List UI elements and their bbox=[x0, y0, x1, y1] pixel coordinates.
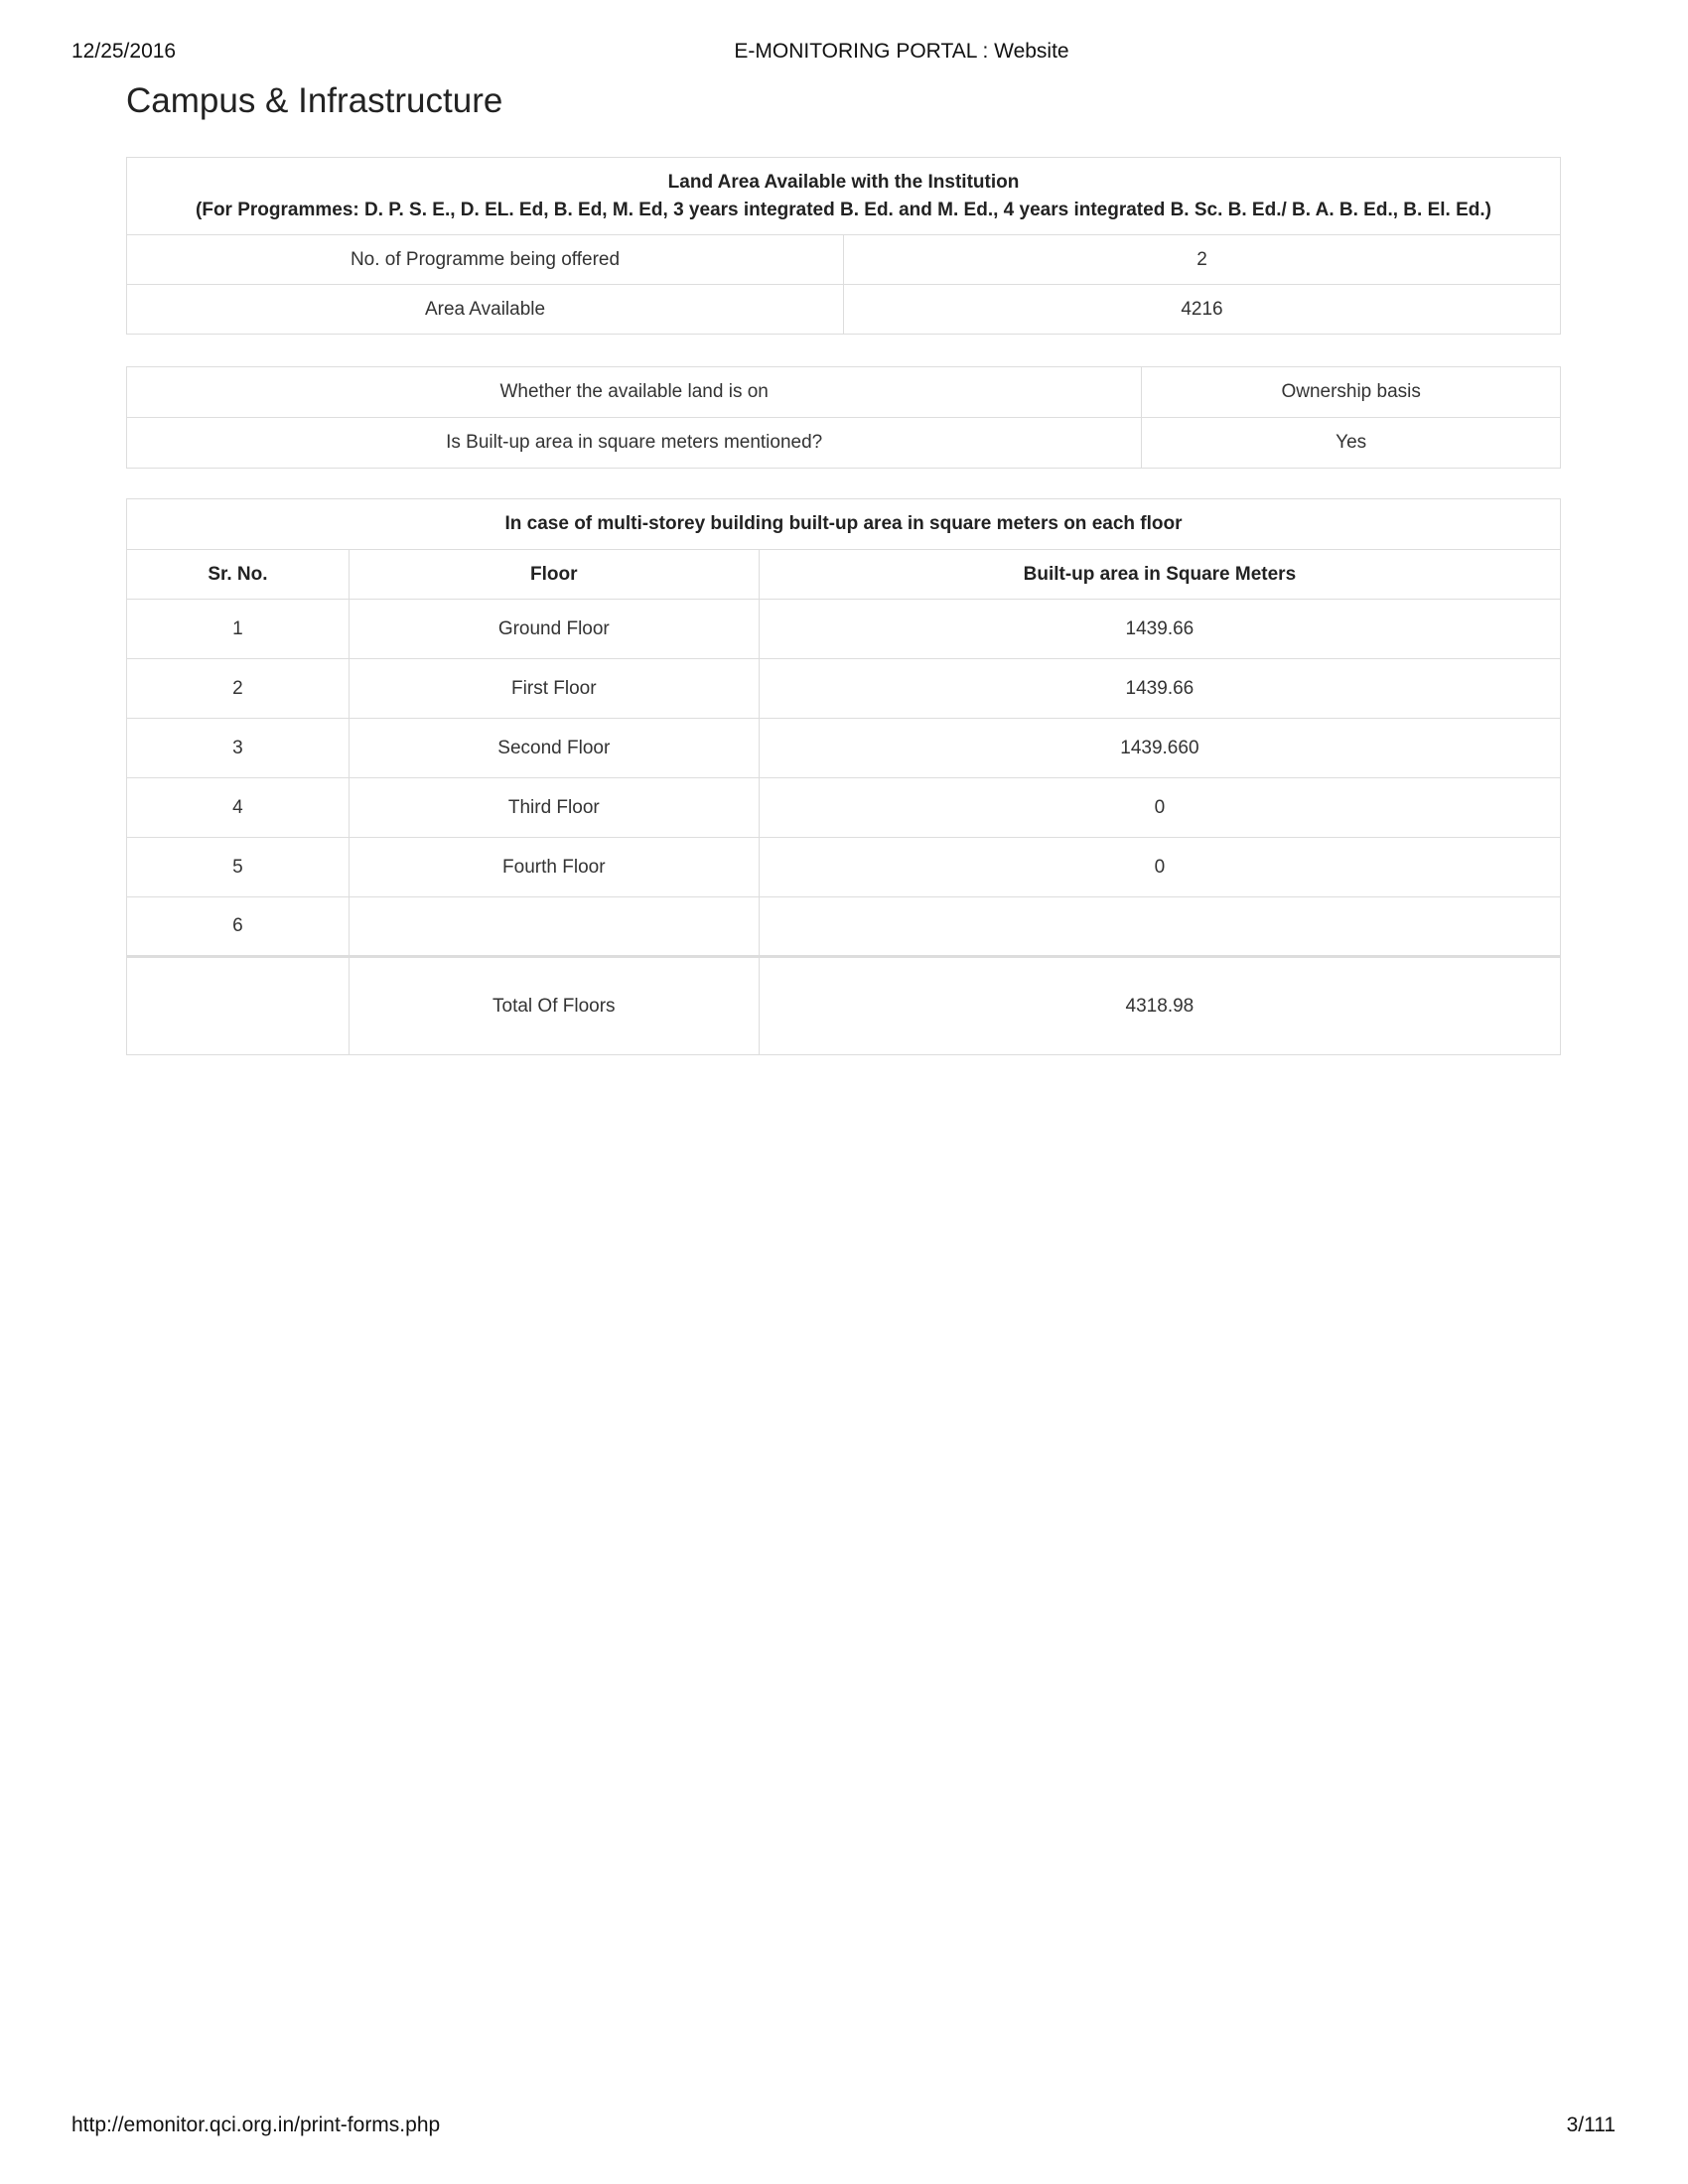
print-date: 12/25/2016 bbox=[71, 40, 177, 63]
floor-cell: Fourth Floor bbox=[349, 838, 759, 897]
area-cell: 0 bbox=[759, 838, 1560, 897]
row-value: Ownership basis bbox=[1142, 367, 1561, 418]
total-label-cell: Total Of Floors bbox=[349, 957, 759, 1055]
row-label: Area Available bbox=[127, 285, 844, 335]
floor-cell: First Floor bbox=[349, 659, 759, 719]
print-page-number: 3/111 bbox=[1566, 2114, 1616, 2136]
column-header-area: Built-up area in Square Meters bbox=[759, 550, 1560, 600]
floor-cell: Ground Floor bbox=[349, 600, 759, 659]
row-value: 4216 bbox=[844, 285, 1561, 335]
area-cell: 1439.66 bbox=[759, 659, 1560, 719]
sr-no-cell: 1 bbox=[127, 600, 350, 659]
area-cell: 0 bbox=[759, 778, 1560, 838]
table-row bbox=[127, 418, 1561, 469]
row-value: Yes bbox=[1142, 418, 1561, 469]
land-area-title-line2: (For Programmes: D. P. S. E., D. EL. Ed, B. Ed, M. Ed, 3 years integrated B. Ed. and M. Ed., 4 years integrated B. Sc. B. Ed./ B. A. B. Ed., B. El. Ed.) bbox=[196, 199, 1491, 220]
land-area-title-line1: Land Area Available with the Institution bbox=[667, 171, 1020, 193]
table-row bbox=[127, 659, 1561, 719]
table-row bbox=[127, 838, 1561, 897]
total-sr-cell bbox=[127, 957, 350, 1055]
sr-no-cell: 4 bbox=[127, 778, 350, 838]
column-header-sr-no: Sr. No. bbox=[127, 550, 350, 600]
floors-table-caption: In case of multi-storey building built-up area in square meters on each floor bbox=[127, 499, 1561, 550]
row-label: Whether the available land is on bbox=[127, 367, 1142, 418]
table-row bbox=[127, 235, 1561, 285]
table-row bbox=[127, 285, 1561, 335]
row-value: 2 bbox=[844, 235, 1561, 285]
land-area-table bbox=[126, 157, 1561, 335]
floor-cell bbox=[349, 897, 759, 957]
floors-table bbox=[126, 498, 1561, 1055]
sr-no-cell: 3 bbox=[127, 719, 350, 778]
table-row bbox=[127, 897, 1561, 957]
sr-no-cell: 6 bbox=[127, 897, 350, 957]
table-row bbox=[127, 778, 1561, 838]
sr-no-cell: 5 bbox=[127, 838, 350, 897]
floors-table-header bbox=[127, 550, 1561, 600]
table-row bbox=[127, 367, 1561, 418]
page-heading: Campus & Infrastructure bbox=[126, 81, 503, 120]
column-header-floor: Floor bbox=[349, 550, 759, 600]
total-row bbox=[127, 957, 1561, 1055]
print-page-title: E-MONITORING PORTAL : Website bbox=[734, 40, 1069, 63]
table-row bbox=[127, 600, 1561, 659]
sr-no-cell: 2 bbox=[127, 659, 350, 719]
area-cell bbox=[759, 897, 1560, 957]
ownership-table bbox=[126, 366, 1561, 469]
area-cell: 1439.66 bbox=[759, 600, 1560, 659]
area-cell: 1439.660 bbox=[759, 719, 1560, 778]
table-row bbox=[127, 719, 1561, 778]
land-area-table-title bbox=[127, 158, 1561, 235]
floor-cell: Third Floor bbox=[349, 778, 759, 838]
floor-cell: Second Floor bbox=[349, 719, 759, 778]
total-area-cell: 4318.98 bbox=[759, 957, 1560, 1055]
print-url: http://emonitor.qci.org.in/print-forms.php bbox=[71, 2114, 441, 2136]
row-label: No. of Programme being offered bbox=[127, 235, 844, 285]
row-label: Is Built-up area in square meters mentioned? bbox=[127, 418, 1142, 469]
